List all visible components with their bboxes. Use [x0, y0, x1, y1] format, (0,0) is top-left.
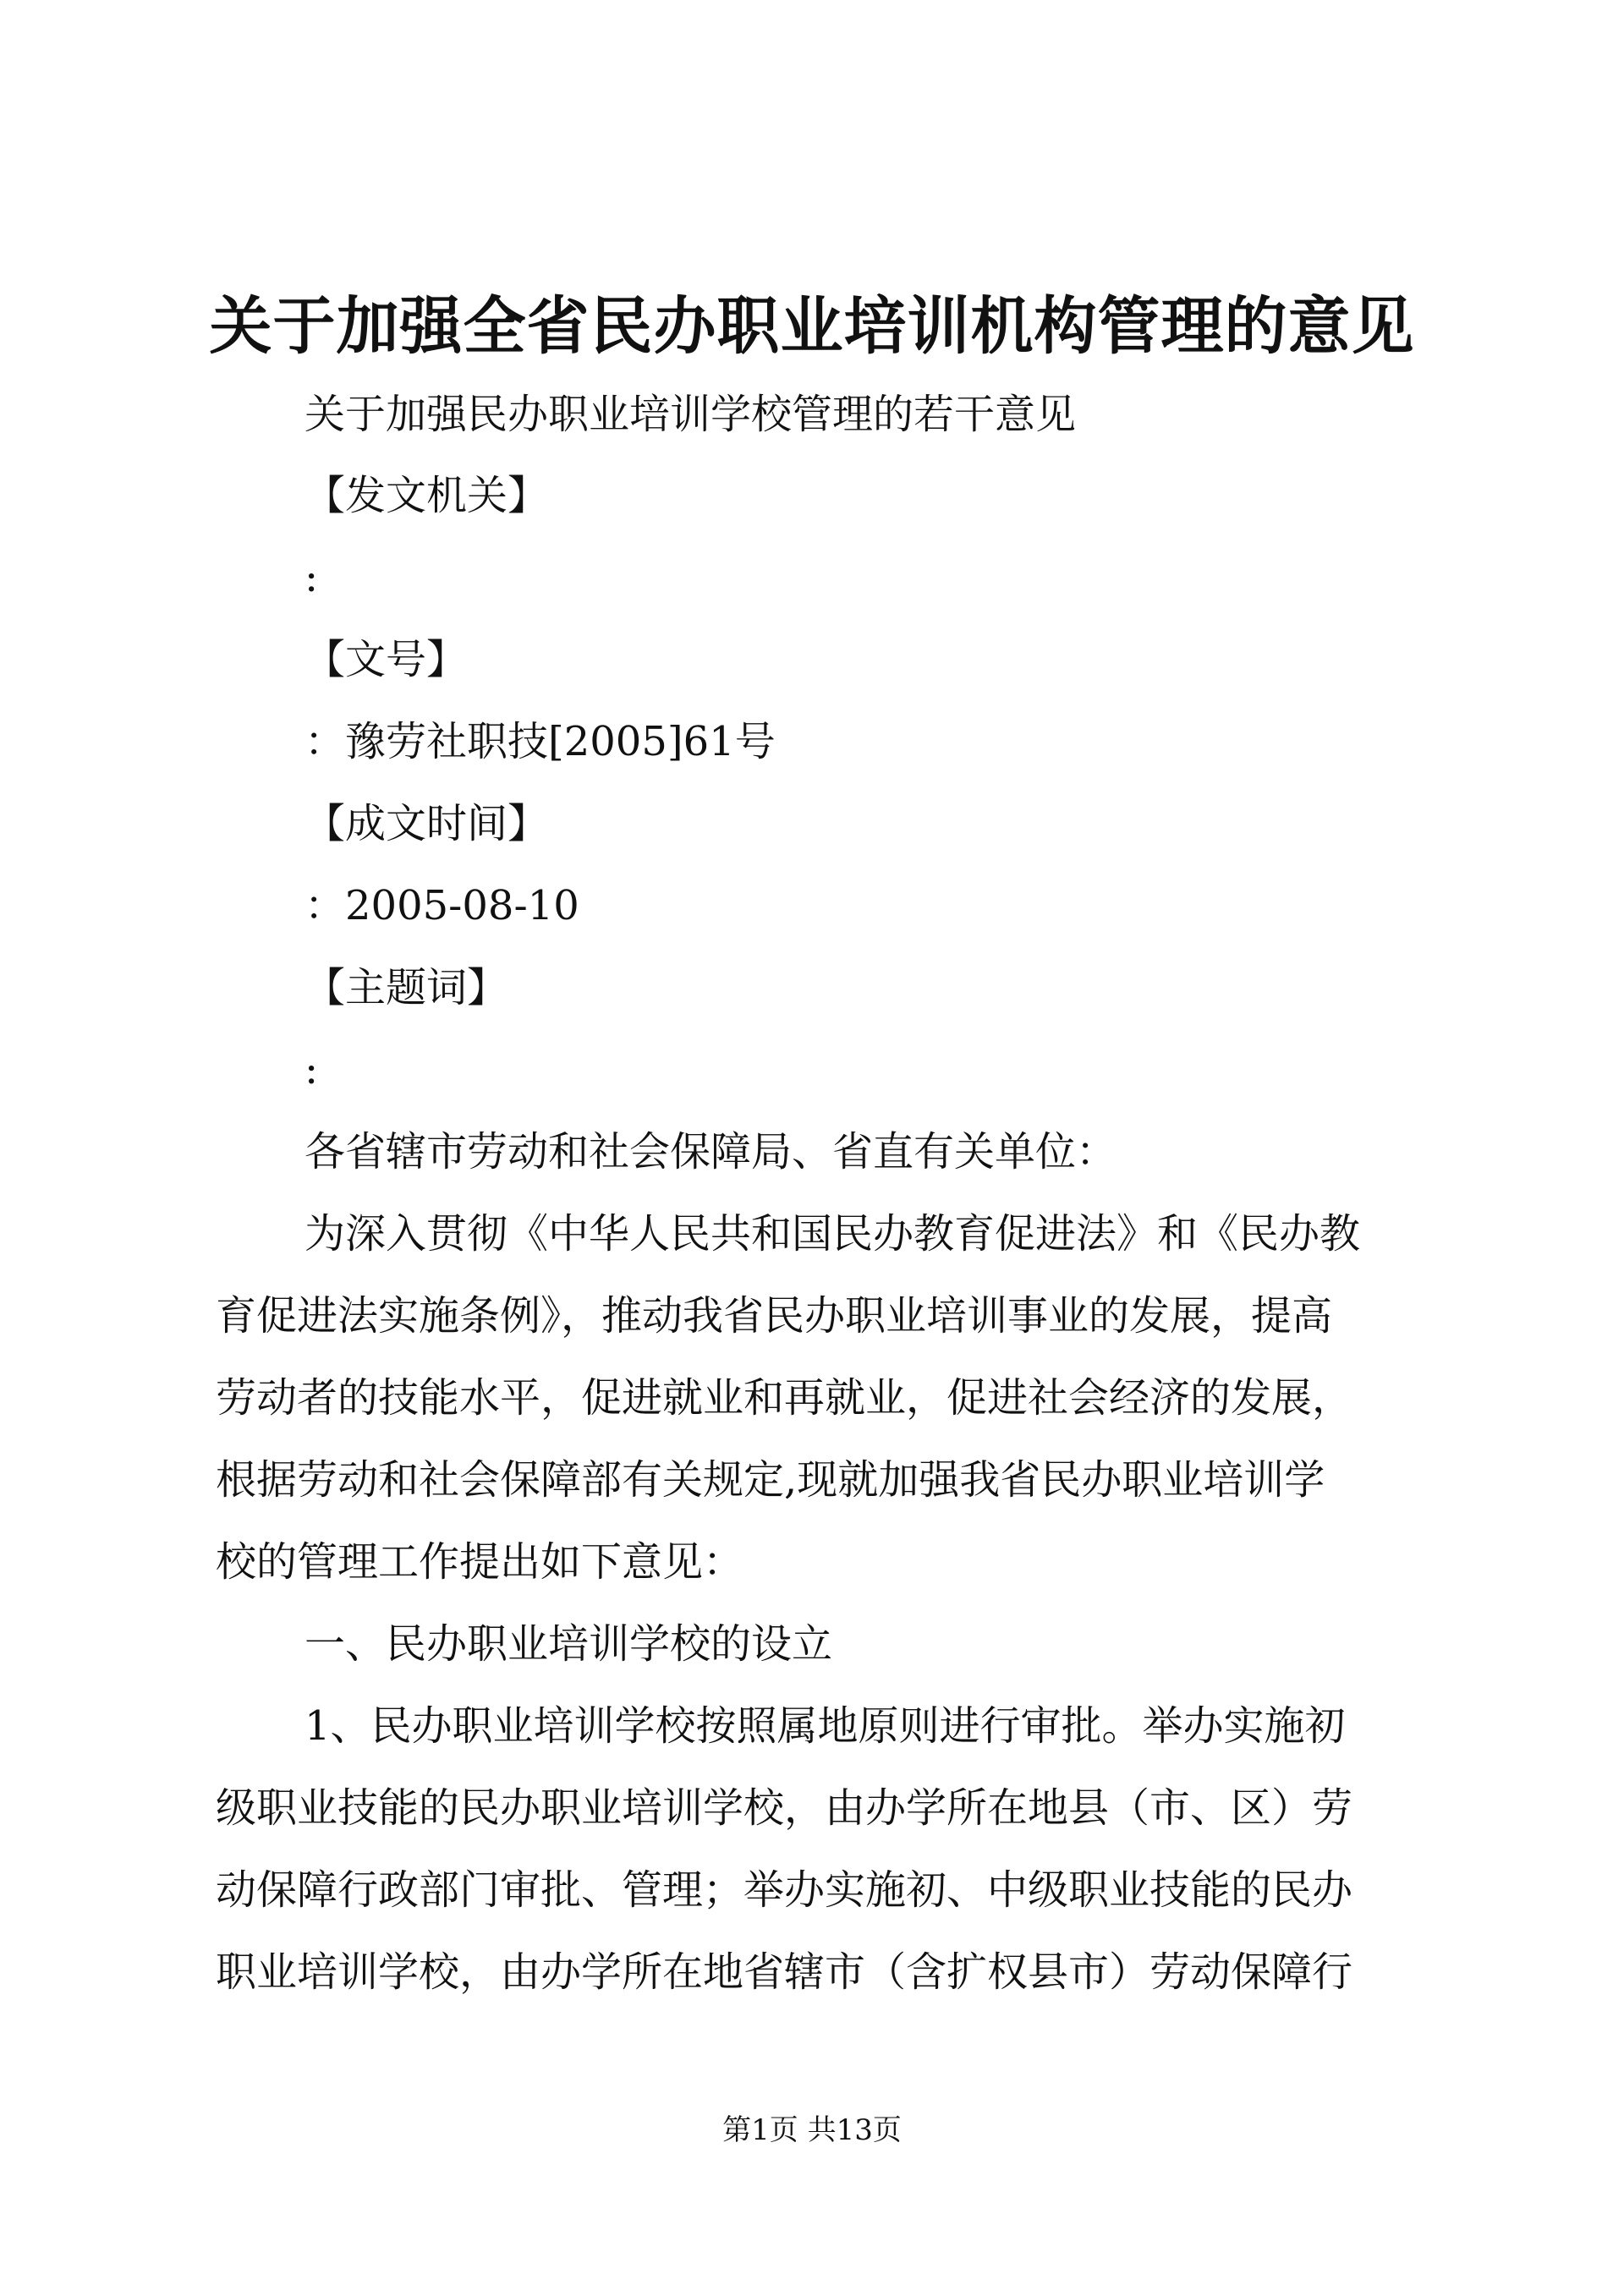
keywords-label: 【主题词】	[304, 964, 508, 1011]
clause-line: 动保障行政部门审批、管理；举办实施初、中级职业技能的民办	[216, 1866, 1353, 1914]
document-subtitle: 关于加强民办职业培训学校管理的若干意见	[304, 391, 1077, 438]
page-footer: 第1页 共13页	[722, 2113, 902, 2147]
intro-line: 为深入贯彻《中华人民共和国民办教育促进法》和《民办教	[304, 1210, 1361, 1258]
intro-line: 根据劳动和社会保障部有关规定,现就加强我省民办职业培训学	[216, 1456, 1325, 1504]
date-value: ：2005-08-10	[304, 882, 579, 929]
issuer-value: :	[304, 554, 319, 601]
section-heading: 一、民办职业培训学校的设立	[304, 1620, 833, 1668]
date-label: 【成文时间】	[304, 800, 549, 847]
salutation: 各省辖市劳动和社会保障局、省直有关单位：	[304, 1128, 1117, 1175]
document-title: 关于加强全省民办职业培训机构管理的意见	[209, 290, 1415, 363]
keywords-value: :	[304, 1046, 319, 1093]
intro-line: 校的管理工作提出如下意见：	[216, 1538, 744, 1586]
intro-line: 劳动者的技能水平，促进就业和再就业，促进社会经济的发展，	[216, 1374, 1353, 1422]
clause-line: 级职业技能的民办职业培训学校，由办学所在地县（市、区）劳	[216, 1784, 1353, 1832]
intro-line: 育促进法实施条例》，推动我省民办职业培训事业的发展，提高	[216, 1292, 1333, 1340]
clause-line: 1、民办职业培训学校按照属地原则进行审批。举办实施初	[304, 1702, 1346, 1750]
clause-line: 职业培训学校，由办学所在地省辖市（含扩权县市）劳动保障行	[216, 1948, 1353, 1996]
doc-number-value: ：豫劳社职技[2005]61号	[304, 718, 776, 765]
doc-number-label: 【文号】	[304, 636, 468, 683]
issuer-label: 【发文机关】	[304, 472, 549, 519]
